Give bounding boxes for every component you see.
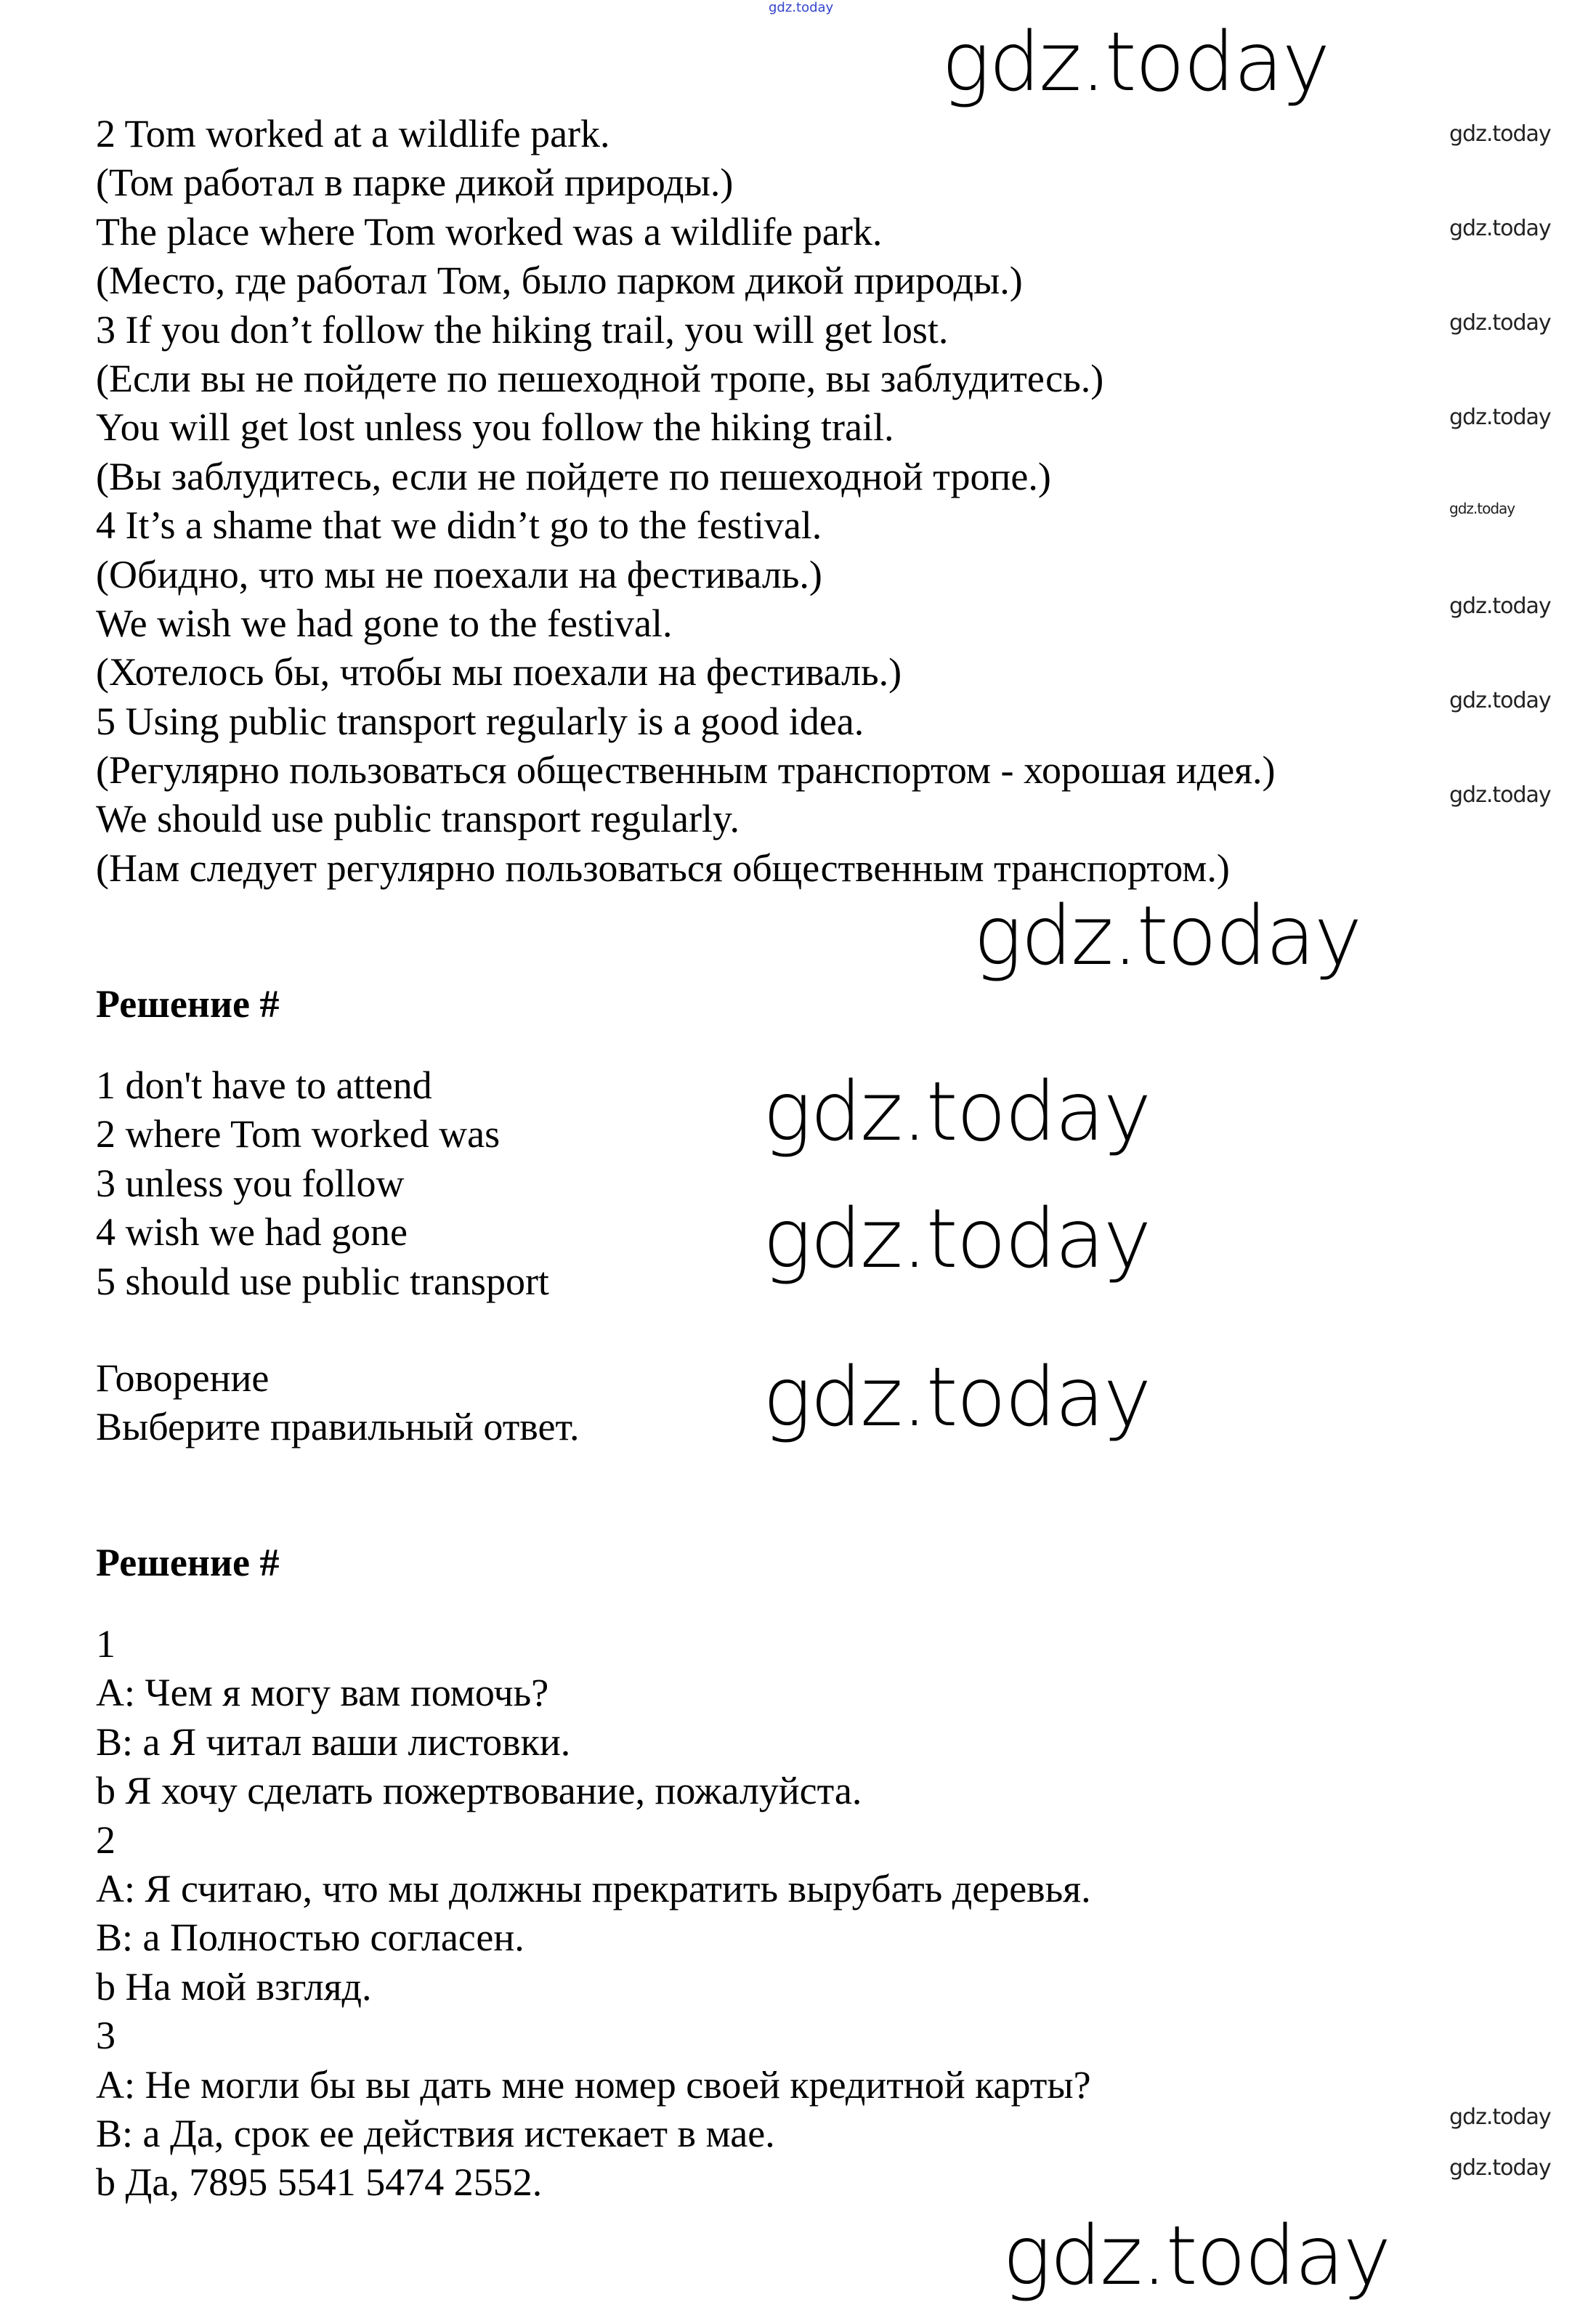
- instruction: Выберите правильный ответ.: [96, 1405, 580, 1449]
- text-line: 2 Tom worked at a wildlife park.: [96, 112, 610, 155]
- watermark: gdz.today: [1449, 688, 1551, 713]
- watermark: gdz.today: [1449, 405, 1551, 430]
- text-line: 3: [96, 2014, 116, 2058]
- watermark: gdz.today: [1449, 2104, 1551, 2130]
- text-line: (Том работал в парке дикой природы.): [96, 161, 734, 205]
- text-line: A: Не могли бы вы дать мне номер своей кредитной карты?: [96, 2062, 1091, 2107]
- text-line: A: Я считаю, что мы должны прекратить вырубать деревья.: [96, 1866, 1091, 1910]
- text-line: 5 Using public transport regularly is a good idea.: [96, 699, 864, 743]
- dialogue-block: [96, 1620, 1091, 2208]
- text-line: (Вы заблудитесь, если не пойдете по пешеходной тропе.): [96, 454, 1051, 498]
- solution-heading: Решение #: [96, 1541, 280, 1584]
- text-line: You will get lost unless you follow the hiking trail.: [96, 405, 894, 450]
- text-line: A: Чем я могу вам помочь?: [96, 1671, 549, 1715]
- watermark: gdz.today: [1449, 593, 1551, 619]
- watermark: gdz.today: [763, 1065, 1151, 1159]
- watermark: gdz.today: [1449, 782, 1551, 808]
- text-line: (Нам следует регулярно пользоваться общественным транспортом.): [96, 846, 1230, 890]
- text-line: B: a Я читал ваши листовки.: [96, 1719, 571, 1764]
- section-title: Говорение: [96, 1356, 270, 1400]
- text-line: (Место, где работал Том, было парком дикой природы.): [96, 259, 1023, 303]
- text-line: (Хотелось бы, чтобы мы поехали на фестиваль.): [96, 650, 902, 694]
- watermark: gdz.today: [973, 889, 1361, 984]
- header-watermark: gdz.today: [769, 0, 834, 15]
- text-line: 1: [96, 1622, 116, 1666]
- text-line: b На мой взгляд.: [96, 1964, 372, 2009]
- answer-line: 4 wish we had gone: [96, 1210, 408, 1255]
- answers-block: [96, 1061, 549, 1306]
- watermark: gdz.today: [763, 1192, 1151, 1286]
- text-line: We wish we had gone to the festival.: [96, 601, 673, 645]
- watermark: gdz.today: [1449, 216, 1551, 241]
- solution-heading: Решение #: [96, 982, 280, 1026]
- text-line: We should use public transport regularly.: [96, 797, 740, 841]
- answer-line: 3 unless you follow: [96, 1161, 405, 1205]
- text-line: (Обидно, что мы не поехали на фестиваль.): [96, 552, 822, 596]
- text-line: The place where Tom worked was a wildlife park.: [96, 209, 883, 254]
- text-line: (Регулярно пользоваться общественным транспортом - хорошая идея.): [96, 748, 1276, 793]
- text-line: (Если вы не пойдете по пешеходной тропе, вы заблудитесь.): [96, 356, 1104, 400]
- speaking-block: [96, 1354, 579, 1452]
- watermark: gdz.today: [763, 1350, 1151, 1445]
- watermark: gdz.today: [1449, 500, 1515, 517]
- translation-block: [96, 110, 1276, 893]
- text-line: b Я хочу сделать пожертвование, пожалуйста.: [96, 1769, 862, 1813]
- answer-line: 5 should use public transport: [96, 1259, 549, 1303]
- text-line: 2: [96, 1817, 116, 1862]
- text-line: 4 It’s a shame that we didn’t go to the festival.: [96, 503, 822, 548]
- watermark: gdz.today: [1002, 2209, 1390, 2303]
- answer-line: 2 where Tom worked was: [96, 1112, 501, 1156]
- text-line: B: a Полностью согласен.: [96, 1916, 524, 1960]
- text-line: 3 If you don’t follow the hiking trail, you will get lost.: [96, 307, 949, 352]
- watermark: gdz.today: [1449, 121, 1551, 147]
- text-line: b Да, 7895 5541 5474 2552.: [96, 2160, 543, 2205]
- answer-line: 1 don't have to attend: [96, 1063, 432, 1107]
- watermark: gdz.today: [1449, 2155, 1551, 2181]
- watermark: gdz.today: [1449, 310, 1551, 336]
- watermark: gdz.today: [941, 15, 1329, 110]
- text-line: B: a Да, срок ее действия истекает в мае.: [96, 2111, 775, 2155]
